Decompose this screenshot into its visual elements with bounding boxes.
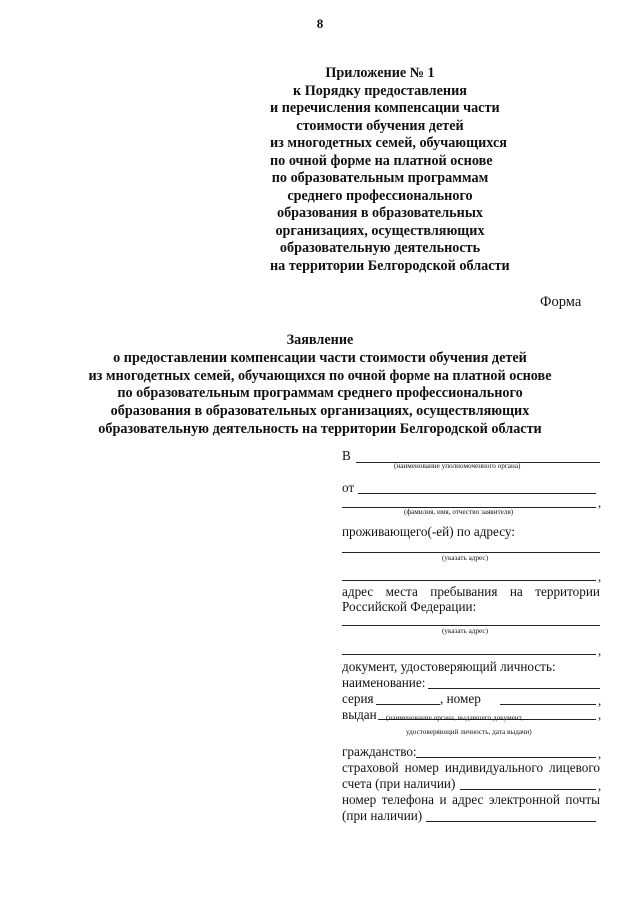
appendix-header	[270, 65, 510, 275]
to-label: В	[342, 448, 351, 463]
title-line: по образовательным программам среднего профессионального	[117, 385, 523, 402]
doc-name-field[interactable]	[428, 688, 600, 689]
appendix-line: среднего профессионального	[287, 187, 473, 204]
from-label: от	[342, 480, 355, 495]
title-line: из многодетных семей, обучающихся по очной форме на платной основе	[88, 367, 552, 384]
appendix-line: организациях, осуществляющих	[275, 222, 485, 239]
stay-caption: (указать адрес)	[442, 627, 489, 635]
comma: ,	[598, 746, 602, 761]
snils-label: страховой номер индивидуального лицевого	[342, 760, 600, 775]
phone-label: номер телефона и адрес электронной почты	[342, 792, 600, 807]
appendix-line: стоимости обучения детей	[296, 117, 464, 134]
comma: ,	[598, 643, 602, 658]
name-label: наименование:	[342, 675, 426, 690]
comma: ,	[598, 778, 602, 793]
title-line: образовательную деятельность на территории Белгородской области	[98, 420, 542, 437]
phone-label-2: (при наличии)	[342, 808, 423, 823]
to-caption: (наименование уполномоченного органа)	[394, 462, 521, 470]
appendix-line: на территории Белгородской области	[270, 257, 510, 274]
title-line: о предоставлении компенсации части стоимости обучения детей	[113, 349, 527, 366]
form-label: Форма	[540, 294, 582, 310]
snils-field[interactable]	[460, 789, 596, 790]
title-line: Заявление	[286, 332, 354, 348]
comma: ,	[598, 707, 602, 722]
residence-label: проживающего(-ей) по адресу:	[342, 524, 515, 539]
appendix-line: к Порядку предоставления	[293, 82, 467, 99]
series-label: серия	[342, 691, 374, 706]
series-field[interactable]	[376, 704, 440, 705]
residence-address-field-2[interactable]	[342, 580, 596, 581]
appendix-line: образовательную деятельность	[279, 240, 481, 256]
comma: ,	[598, 495, 602, 510]
comma: ,	[598, 569, 602, 584]
phone-email-field[interactable]	[426, 821, 596, 822]
stay-label-2: Российской Федерации:	[342, 599, 477, 614]
title-line: образования в образовательных организациях, осуществляющих	[110, 403, 530, 420]
number-label: , номер	[440, 691, 481, 706]
document-title	[60, 332, 580, 439]
issued-label: выдан	[342, 707, 377, 722]
appendix-line: Приложение № 1	[325, 65, 435, 81]
snils-label-2: счета (при наличии)	[342, 776, 456, 791]
appendix-line: и перечисления компенсации части	[270, 100, 500, 116]
appendix-line: по образовательным программам	[271, 170, 489, 186]
from-caption: (фамилия, имя, отчество заявителя)	[404, 508, 514, 516]
id-doc-label: документ, удостоверяющий личность:	[342, 659, 556, 674]
address-caption: (указать адрес)	[442, 554, 489, 562]
stay-address-field[interactable]	[342, 625, 600, 626]
issued-caption: (наименование органа, выдавшего документ,	[386, 714, 524, 722]
issued-caption-2: удостоверяющий личность, дата выдачи)	[406, 728, 532, 736]
from-field[interactable]	[358, 493, 596, 494]
comma: ,	[598, 693, 602, 708]
appendix-line: по очной форме на платной основе	[270, 152, 493, 169]
page-number: 8	[316, 16, 324, 31]
residence-address-field[interactable]	[342, 552, 600, 553]
number-field[interactable]	[500, 704, 596, 705]
appendix-line: образования в образовательных	[276, 205, 484, 221]
citizenship-label: гражданство:	[342, 744, 417, 759]
stay-address-field-2[interactable]	[342, 654, 596, 655]
citizenship-field[interactable]	[416, 757, 596, 758]
appendix-line: из многодетных семей, обучающихся	[270, 135, 507, 151]
stay-label: адрес места пребывания на территории	[342, 584, 600, 599]
